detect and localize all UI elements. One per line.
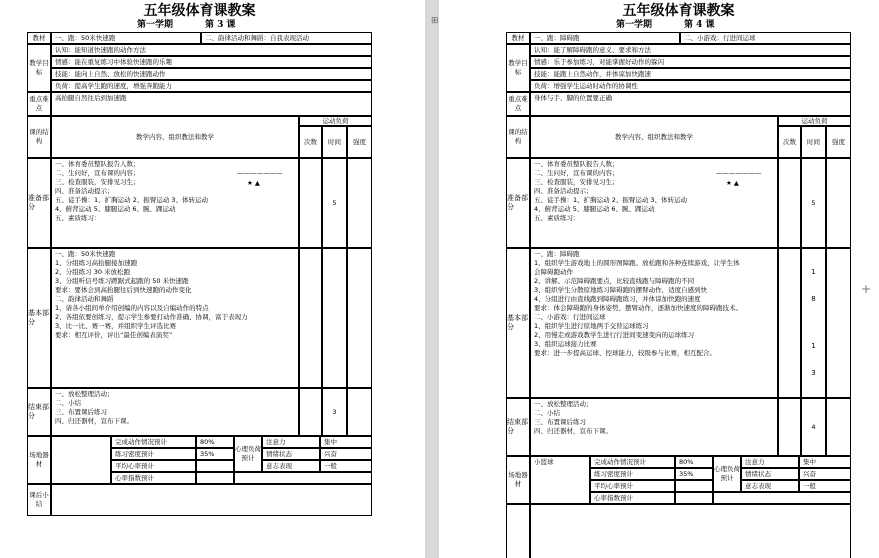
end-line: 四、归还器材，宣布下课。 xyxy=(534,427,612,435)
goals-label: 教学目标 xyxy=(27,44,51,92)
reflection-label: 课后小结 xyxy=(27,484,51,516)
load-column-0: 次数 xyxy=(299,126,322,158)
basic-load-value: 1 xyxy=(811,267,816,276)
goal-line[interactable]: 负荷：增强学生运动时动作的协调性 xyxy=(530,80,851,92)
stat-value[interactable]: 80% xyxy=(675,456,713,468)
prep-line: 一、体育委员整队报告人数； xyxy=(55,160,140,168)
end-intensity xyxy=(347,388,372,436)
stat-value[interactable]: 35% xyxy=(675,468,713,480)
structure-label: 课的结构 xyxy=(27,116,51,158)
end-count xyxy=(299,388,322,436)
structure-label: 课的结构 xyxy=(506,116,530,158)
mental-load-label: 心理负荷预计 xyxy=(713,456,741,492)
reflection-label xyxy=(506,504,530,558)
stat-value[interactable] xyxy=(196,460,234,472)
goal-line[interactable]: 情感：能在重复练习中体验快速跑的乐趣 xyxy=(51,56,372,68)
lesson-label: 第 3 课 xyxy=(205,20,236,30)
key-points-label: 重点难点 xyxy=(506,92,530,116)
basic-line: 要求：相互评价，评出“最佳创编表演奖” xyxy=(55,331,173,339)
semester-label: 第一学期 xyxy=(137,20,174,30)
teaching-material-label: 教材 xyxy=(27,32,51,44)
add-column-button[interactable]: + xyxy=(861,282,872,296)
basic-line: 3、分组听信号练习蹲踞式起跑的 50 米快速跑 xyxy=(55,277,189,285)
mental-value[interactable]: 集中 xyxy=(320,436,372,448)
mental-label: 意志表现 xyxy=(741,480,799,492)
mental-value[interactable]: 兴奋 xyxy=(320,448,372,460)
basic-intensity xyxy=(347,248,372,388)
prep-line: 二、生问好，宣布课的内容； xyxy=(55,169,140,177)
prep-content[interactable] xyxy=(530,158,778,248)
mental-label: 注意力 xyxy=(741,456,799,468)
prep-line: 一、体育委员整队报告人数； xyxy=(534,160,619,168)
basic-content[interactable] xyxy=(530,248,778,398)
stat-label: 完成动作情况预计 xyxy=(111,436,196,448)
end-intensity xyxy=(826,398,851,456)
prep-line: 五、徒手操：1、扩胸运动 2、振臂运动 3、体转运动 xyxy=(55,196,209,204)
goal-line[interactable]: 技能：能向上自然、放松的快速跑动作 xyxy=(51,68,372,80)
mental-value[interactable]: 集中 xyxy=(799,456,851,468)
basic-line: 4、分组进行由直线跑到障碍跑练习，并体谅加快跑的速度 xyxy=(534,295,701,303)
semester-label: 第一学期 xyxy=(616,20,653,30)
goals-label: 教学目标 xyxy=(506,44,530,92)
prep-time: 5 xyxy=(801,158,826,248)
mental-label: 情绪状态 xyxy=(262,448,320,460)
prep-section-label: 准备部分 xyxy=(506,158,530,248)
end-content[interactable] xyxy=(51,388,299,436)
load-header: 运动负荷 xyxy=(299,116,372,126)
stat-value[interactable] xyxy=(675,492,713,504)
venue-text[interactable] xyxy=(51,436,111,484)
end-count xyxy=(778,398,801,456)
basic-time xyxy=(322,248,347,388)
basic-time xyxy=(801,248,826,398)
end-line: 四、归还器材，宣布下课。 xyxy=(55,417,133,425)
basic-intensity xyxy=(826,248,851,398)
basic-line: 1、分组练习高抬腿接加速跑 xyxy=(55,259,138,267)
prep-line: 四、准备活动提示； xyxy=(534,187,593,195)
mental-value[interactable]: 兴奋 xyxy=(799,468,851,480)
stat-label: 练习密度预计 xyxy=(111,448,196,460)
stat-label: 心率指数预计 xyxy=(590,492,675,504)
end-line: 三、布置课后练习 xyxy=(55,408,107,416)
stat-label: 练习密度预计 xyxy=(590,468,675,480)
basic-line: 1、组织学生进行原地两手交替运球练习 xyxy=(534,322,649,330)
reflection-text[interactable] xyxy=(51,484,372,516)
mental-blank xyxy=(713,492,851,504)
stat-label: 平均心率预计 xyxy=(590,480,675,492)
reflection-text[interactable] xyxy=(530,504,851,558)
prep-line: 五、素质练习： xyxy=(55,214,101,222)
end-line: 二、小结 xyxy=(534,409,560,417)
key-points-text[interactable]: 高抬腿自然往后到加速跑 xyxy=(51,92,372,116)
goal-line[interactable]: 负荷：提高学生跑的速度，增强奔跑能力 xyxy=(51,80,372,92)
content-header: 教学内容、组织教法和教学 xyxy=(530,116,778,158)
prep-content[interactable] xyxy=(51,158,299,248)
end-line: 一、放松整理活动； xyxy=(55,390,114,398)
venue-label: 场地器材 xyxy=(506,456,530,504)
lesson-plan-table xyxy=(27,32,372,512)
table-handle-icon[interactable]: ⊞ xyxy=(431,16,439,26)
key-points-text[interactable]: 身体与手、脚的位置要正确 xyxy=(530,92,851,116)
basic-line: 要求：进一步提高运球、控球能力，较级参与比赛，相互配合。 xyxy=(534,349,716,357)
goal-line[interactable]: 技能：能跑上自然动作，并体谅加快跑速 xyxy=(530,68,851,80)
basic-line: 3、组织运球接力比赛 xyxy=(534,340,597,348)
formation-symbols: ★ ▲ xyxy=(726,179,739,187)
basic-line: 2、各组依要创练习，提示学生参要打动作准确、协调，富于表现力 xyxy=(55,313,248,321)
mental-label: 意志表现 xyxy=(262,460,320,472)
mental-label: 注意力 xyxy=(262,436,320,448)
prep-count xyxy=(778,158,801,248)
goal-line[interactable]: 认知：能知道快速跑的动作方法 xyxy=(51,44,372,56)
prep-line: 三、检查服装，安排见习生； xyxy=(55,178,140,186)
teaching-material-label: 教材 xyxy=(506,32,530,44)
material-2[interactable]: 二、小游戏：行进间运球 xyxy=(680,32,851,44)
mental-blank xyxy=(234,472,372,484)
basic-count xyxy=(299,248,322,388)
end-section-label: 结束部分 xyxy=(27,388,51,436)
key-points-label: 重点难点 xyxy=(27,92,51,116)
basic-line: 2、分组练习 30 米放松跑 xyxy=(55,268,131,276)
stat-value[interactable] xyxy=(675,480,713,492)
basic-line: 一、跑：障碍跑 xyxy=(534,250,580,258)
end-line: 二、小结 xyxy=(55,399,81,407)
stat-label: 心率指数预计 xyxy=(111,472,196,484)
prep-line: 4、俯背运动 5、膝腿运动 6、腕、踝运动 xyxy=(55,205,176,213)
end-section-label: 结束部分 xyxy=(506,398,530,456)
basic-content[interactable] xyxy=(51,248,299,388)
venue-label: 场地器材 xyxy=(27,436,51,484)
prep-underline: ——————— xyxy=(716,169,762,177)
material-1[interactable]: 一、跑：障碍跑 xyxy=(530,32,680,44)
mental-value[interactable]: 一般 xyxy=(320,460,372,472)
load-column-1: 时间 xyxy=(322,126,347,158)
basic-line: 二、韵律活动和舞蹈 xyxy=(55,295,114,303)
end-line: 三、布置课后练习 xyxy=(534,418,586,426)
basic-line: 二、小游戏：行进间运球 xyxy=(534,313,606,321)
mental-load-label: 心理负荷预计 xyxy=(234,436,262,472)
basic-load-value: 8 xyxy=(811,295,816,304)
basic-line: 2、讲解、示范障碍跑要点，比较直线跑与障碍跑的不同 xyxy=(534,277,695,285)
basic-line: 3、组织学生分散原地练习障碍跑的摆臂动作，适度自感到快 xyxy=(534,286,708,294)
stat-value[interactable] xyxy=(196,472,234,484)
prep-line: 五、素质练习： xyxy=(534,214,580,222)
prep-line: 二、生问好，宣布课的内容； xyxy=(534,169,619,177)
basic-section-label: 基本部分 xyxy=(27,248,51,388)
basic-section-label: 基本部分 xyxy=(506,248,530,398)
mental-value[interactable]: 一般 xyxy=(799,480,851,492)
goal-line[interactable]: 情感：乐于参加练习，对能掌握好动作的躲闪 xyxy=(530,56,851,68)
material-1[interactable]: 一、跑：50米快速跑 xyxy=(51,32,201,44)
venue-text[interactable]: 小篮球 xyxy=(530,456,590,504)
load-header: 运动负荷 xyxy=(778,116,851,126)
prep-section-label: 准备部分 xyxy=(27,158,51,248)
basic-line: 一、跑：50米快速跑 xyxy=(55,250,116,258)
stat-value[interactable]: 35% xyxy=(196,448,234,460)
basic-load-value: 3 xyxy=(811,369,816,378)
basic-line: 要求：要体会到高抬腿往后到快速跑的动作变化 xyxy=(55,286,192,294)
document-page-right xyxy=(506,0,851,558)
basic-line: 1、请各小组间单介绍创编的内容以及自编动作的特点 xyxy=(55,304,209,312)
end-time: 3 xyxy=(322,388,347,436)
material-2[interactable]: 二、韵律活动和舞蹈：自我表现活动 xyxy=(201,32,372,44)
load-column-1: 时间 xyxy=(801,126,826,158)
lesson-plan-table xyxy=(506,32,851,552)
prep-count xyxy=(299,158,322,248)
basic-line: 要求：体会障碍跑的身体姿势、摆臂动作，逐渐加快速度的障碍跑技术。 xyxy=(534,304,742,312)
document-page-left xyxy=(27,0,372,558)
basic-line: 会障碍跑动作 xyxy=(534,268,573,276)
prep-time: 5 xyxy=(322,158,347,248)
prep-line: 4、俯背运动 5、膝腿运动 6、腕、踝运动 xyxy=(534,205,655,213)
basic-line: 1、组织学生游戏地上的圆形图障跑、放松跑和各种连续游戏，让学生体 xyxy=(534,259,740,267)
end-content[interactable] xyxy=(530,398,778,456)
page-title: 五年级体育课教案 xyxy=(622,3,735,19)
prep-line: 三、检查服装，安排见习生； xyxy=(534,178,619,186)
prep-underline: ——————— xyxy=(237,169,283,177)
stat-value[interactable]: 80% xyxy=(196,436,234,448)
prep-line: 四、准备活动提示； xyxy=(55,187,114,195)
goal-line[interactable]: 认知：能了解障碍跑的意义、要求和方法 xyxy=(530,44,851,56)
stat-label: 平均心率预计 xyxy=(111,460,196,472)
end-line: 一、放松整理活动； xyxy=(534,400,593,408)
formation-symbols: ★ ▲ xyxy=(247,179,260,187)
load-column-2: 强度 xyxy=(826,126,851,158)
page-title: 五年级体育课教案 xyxy=(143,3,256,19)
prep-intensity xyxy=(347,158,372,248)
prep-line: 五、徒手操：1、扩胸运动 2、振臂运动 3、体转运动 xyxy=(534,196,688,204)
basic-load-value: 1 xyxy=(811,341,816,350)
page-gap xyxy=(425,0,439,558)
basic-line: 3、比一比、赛一赛，并组织学生评选比赛 xyxy=(55,322,177,330)
stat-label: 完成动作情况预计 xyxy=(590,456,675,468)
load-column-0: 次数 xyxy=(778,126,801,158)
basic-line: 2、用慢走或游戏教学生进行行进间变速变向的运球练习 xyxy=(534,331,695,339)
load-column-2: 强度 xyxy=(347,126,372,158)
basic-count xyxy=(778,248,801,398)
mental-label: 情绪状态 xyxy=(741,468,799,480)
end-time: 4 xyxy=(801,398,826,456)
prep-intensity xyxy=(826,158,851,248)
lesson-label: 第 4 课 xyxy=(684,20,715,30)
content-header: 教学内容、组织教法和教学 xyxy=(51,116,299,158)
